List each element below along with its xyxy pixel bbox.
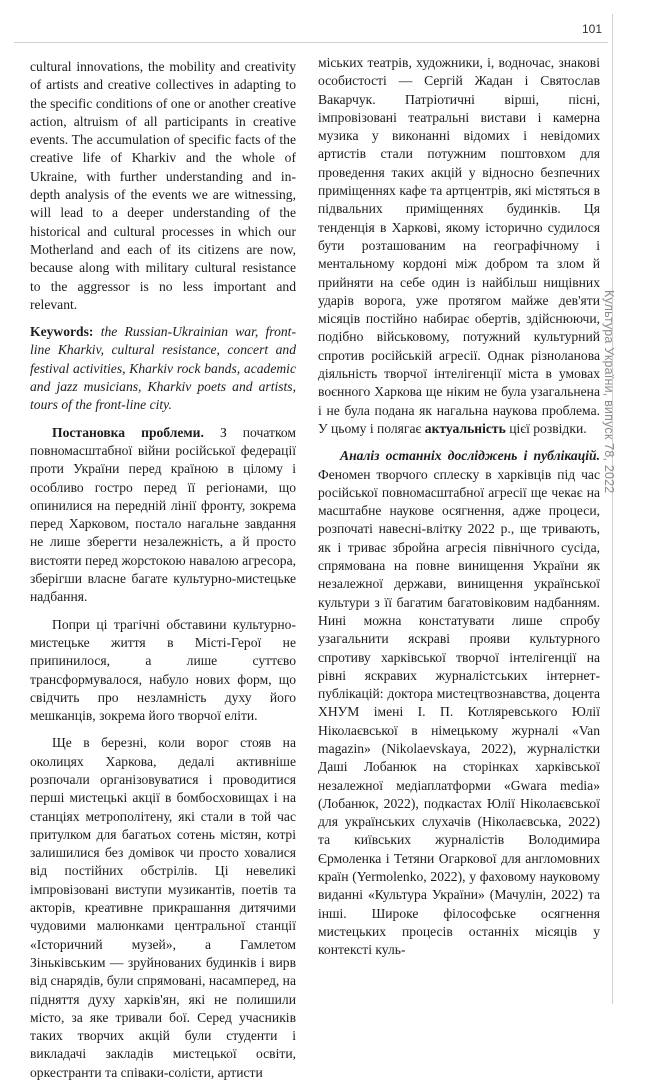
margin-rule <box>612 14 613 1004</box>
paragraph-continued <box>318 54 600 438</box>
paragraph-2: Попри ці трагічні обставини культурно-мистецьке життя в Місті-Герої не припинилося, а лише суттєво трансформувалося, набуло нових форм, що свідчить про незламність духу його мешканців, зокрема його творчої еліти. <box>30 616 296 724</box>
paragraph-3: Ще в березні, коли ворог стояв на околицях Харкова, дедалі активніше розпочали організовуватися і проводитися перші мистецькі акції в бомбосховищах і на станціях метрополітену, які стали в той час притулком для багатьох сотень містян, котрі залишилися без домівок чи просто ховалися від постійних обстрілів. Ці невеликі імпровізовані виступи музикантів, поетів та акторів, креативне прикрашання дитячими чудовими малюнками центральної станції «Історичний музей», а Гамлетом Зіньківським — зруйнованих будинків і вирв від снарядів, були спрямовані, насамперед, на підняття духу харків'ян, які не полишили місто, за яке тривали бої. Серед учасників таких творчих акцій були студенти і викладачі закладів мистецької освіти, оркестранти та співаки-солісти, артисти <box>30 735 296 1080</box>
abstract-end: cultural innovations, the mobility and creativity of artists and creative collectives in adapting to the specific conditions of one or another creative action, altruism of all participants in creative events. The accumulation of specific facts of the creative life of Kharkiv and the whole of Ukraine, with further understanding and in-depth analysis of the events we are witnessing, will lead to a deeper understanding of the historical and cultural processes in which our Motherland and each of its citizens are now, because along with military cultural resistance to the aggressor is no less important and relevant. <box>30 59 296 312</box>
keywords <box>30 323 296 414</box>
right-column <box>318 54 600 960</box>
problem-heading: Постановка проблеми. <box>52 424 204 440</box>
problem-paragraph <box>30 424 296 607</box>
analysis-text: Феномен творчого сплеску в харківців під час російської повномасштабної агресії ще чекає на масштабне наукове осягнення, адже процеси, розпочаті навесні-влітку 2022 р., ще тривають, як і триває збройна агресія північного сусіда, спрямована на повне винищення України як незалежної держави, винищення української культури з її багатим багатовіковим надбанням. Нині можна констатувати лише спробу узагальнити яскраві прояви культурного спротиву харківської творчої інтелігенції на рівні яскравих журналістських інтернет-публікацій: доктора мистецтвознавства, доцента ХНУМ імені І. П. Котляревського Юлії Ніколаєвської в німецькому журналі «Van magazin» (Nikolaevskaya, 2022), журналістки Даші Лобанюк на сторінках харківської незалежної медіаплатформи «Gwara media» (Лобанюк, 2022), подкастах Юлії Ніколаєвської для українських слухачів (Ніколаєвська, 2022) та київських журналістів Володимира Єрмоленка і Тетяни Огаркової для англомовних країн (Yermolenko, 2022), у фаховому науковому виданні «Культура України» (Мачулін, 2022) та інші. Широке філософське осягнення мистецьких процесів останніх місяців у контексті куль- <box>318 466 600 958</box>
page-number: 101 <box>582 22 603 36</box>
actuality-term: актуальність <box>424 420 506 436</box>
header-rule <box>14 42 608 43</box>
problem-text: З початком повномасштабної війни російської федерації проти України перед країною в цілому і особливо гостро перед її регіонами, що опинилися на передній лінії фронту, зокрема перед Харковом, постало нагальне завдання не лише зберегти незалежність, а й просто вистояти перед жорстокою навалою агресора, зберігши власне багате культурно-мистецьке надбання. <box>30 424 296 605</box>
analysis-heading: Аналіз останніх досліджень і публікацій. <box>340 448 600 464</box>
keywords-label: Keywords: <box>30 324 94 340</box>
paragraph-continued-end: цієї розвідки. <box>509 420 587 436</box>
running-head-text: Культура України, випуск 78, 2022 <box>602 290 616 494</box>
analysis-paragraph <box>318 447 600 959</box>
left-column <box>30 58 296 1082</box>
keywords-text: the Russian-Ukrainian war, front-line Kharkiv, cultural resistance, concert and festival activities, Kharkiv rock bands, academic and jazz musicians, Kharkiv poets and artists, tours of the front-line city. <box>30 324 296 413</box>
paragraph-continued-text: міських театрів, художники, і, водночас, знакові особистості — Сергій Жадан і Святослав Вакарчук. Патріотичні вірші, пісні, імпровізовані театральні вистави і камерна музика у виконанні відомих і невідомих артистів стали потужним поштовхом для проведення таких акцій у відносно безпечних приміщеннях кафе та артцентрів, які містяться в підвальних приміщеннях будинків. Ця тенденція в Харкові, якому історично судилося бути розташованим на географічному і ментальному кордоні між добром та злом й прийняти на себе один із найбільш нищівних ударів ворога, уже протягом майже дев'яти місяців постійно набирає обертів, здійснюючи, подібно військовому, потужний культурний спротив російській агресії. Однак різноланова діяльність творчої інтелігенції міста в умовах воєнного Харкова ще ніким не була узагальнена і не була подана як нагальна наукова проблема. У цьому і полягає <box>318 55 600 436</box>
